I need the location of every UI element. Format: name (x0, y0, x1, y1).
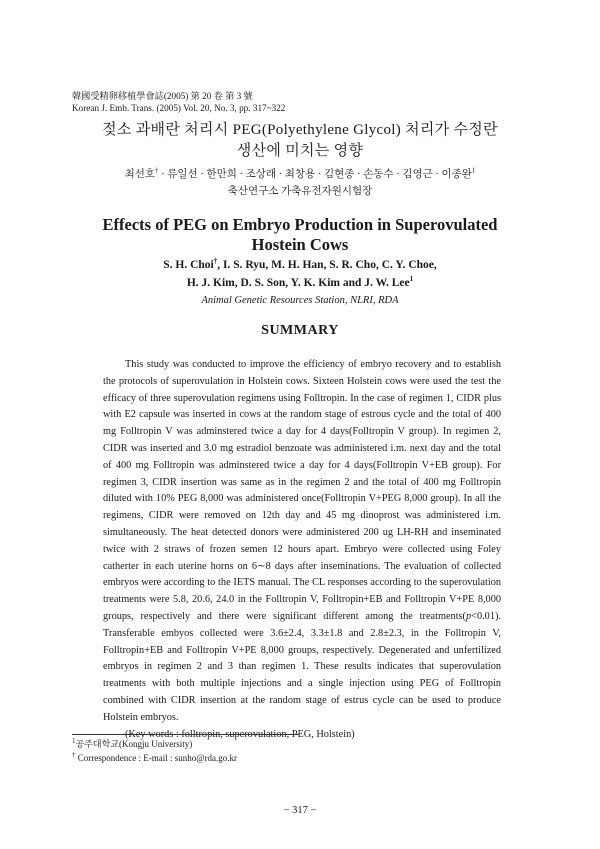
english-title-line1: Effects of PEG on Embryo Production in Superovulated (102, 215, 498, 234)
summary-text-b: <0.01). Transferable embyos collected were 3.6±2.4, 3.3±1.8 and 2.8±2.3, in the Folltropin V, Folltropin+EB and Folltropin V+PE 8,000 groups, respectively. Degenerated and unfertilized embryos in regimen 2 and 3 than regimen 1. These results indicates that superovulation treatments with both multiple injections and a single injection using PEG of Folltropin combined with CIDR insertion at the random stage of estrus cycle can be used to produce Holstein embryos. (103, 610, 501, 723)
footnote-mark: 1 (409, 275, 414, 284)
footnote-mark: 1 (72, 737, 76, 745)
korean-title-line1: 젖소 과배란 처리시 PEG(Polyethylene Glycol) 처리가 수정란 (102, 122, 498, 138)
footnote-correspondence-text: Correspondence : E-mail : sunho@rda.go.kr (75, 753, 237, 763)
dagger-mark: † (155, 166, 159, 175)
english-corresponding-author: S. H. Choi (163, 259, 214, 271)
footnote-correspondence (72, 752, 237, 764)
korean-coauthors: · 류일선 · 한만희 · 조상래 · 최창용 · 김현종 · 손동수 · 김영근 · 이종완 (158, 169, 472, 180)
journal-header-english: Korean J. Emb. Trans. (2005) Vol. 20, No. 3, pp. 317~322 (72, 103, 286, 113)
dagger-mark: † (213, 257, 218, 266)
english-coauthors: , I. S. Ryu, M. H. Han, S. R. Cho, C. Y. Choe, (217, 259, 437, 271)
summary-p-symbol: p (466, 610, 472, 622)
journal-header-korean: 韓國受精卵移植學會誌(2005) 第 20 卷 第 3 號 (72, 91, 253, 101)
english-affiliation: Animal Genetic Resources Station, NLRI, RDA (201, 295, 399, 306)
footnote-mark: 1 (471, 166, 476, 175)
dagger-mark: † (72, 751, 76, 759)
footnote-divider (72, 734, 299, 735)
summary-heading: SUMMARY (261, 323, 339, 338)
english-coauthors-line2: H. J. Kim, D. S. Son, Y. K. Kim and J. W. Lee (186, 277, 410, 289)
summary-text-a: This study was conducted to improve the efficiency of embryo recovery and to establish the protocols of superovulation in Holstein cows. Sixteen Holstein cows were used the test the efficacy of three superovulation regimens using Folltropin. In the case of regimen 1, CIDR plus with E2 capsule was inserted in cows at the random stage of estrous cycle and the total of 400 mg Folltropin V was adminstered twice a day for 4 days(Folltropin V group). In regimen 2, CIDR was inserted and 3.0 mg estradiol benzoate was administered i.m. next day and the total of 400 mg Folltropin was adminstered twice a day for 4 days(Folltropin V+EB group). For regimen 3, CIDR insertion was same as in the regimen 2 and the total of 400 mg Folltropin diluted with 10% PEG 8,000 was administered once(Folltropin V+PEG 8,000 group). In all the regimens, CIDR were removed on 12th day and 45 mg dinoprost was administered i.m. simultaneously. The heat detected donors were administered 200 ug LH-RH and inseminated twice with 2 straws of frozen semen 12 hours apart. Embryo were collected using Foley catherter in each uterine horns on 6∼8 days after inseminations. The evaluation of collected embryos were according to the IETS manual. The CL responses according to the superovulation treatments were 5.8, 20.6, 24.0 in the Folltropin V, Folltropin+EB and Folltropin V+PE 8,000 groups, respectively and there were significant different among the treatments( (103, 359, 501, 622)
korean-corresponding-author: 최선호 (124, 169, 156, 180)
korean-title-line2: 생산에 미치는 영향 (236, 143, 364, 159)
korean-affiliation: 축산연구소 가축유전자원시험장 (227, 186, 373, 197)
english-authors-line2 (0, 276, 600, 291)
english-authors-line1 (0, 258, 600, 273)
footnote-affiliation-text: 공주대학교(Kongju University) (75, 739, 193, 749)
korean-authors (0, 168, 600, 182)
page-number: − 317 − (283, 805, 317, 816)
key-words: (Key words : folltropin, superovulation, PEG, Holstein) (125, 728, 355, 740)
summary-body (103, 357, 501, 743)
footnote-affiliation (72, 738, 192, 750)
summary-paragraph (103, 357, 501, 727)
english-title-line2: Hostein Cows (251, 235, 349, 254)
